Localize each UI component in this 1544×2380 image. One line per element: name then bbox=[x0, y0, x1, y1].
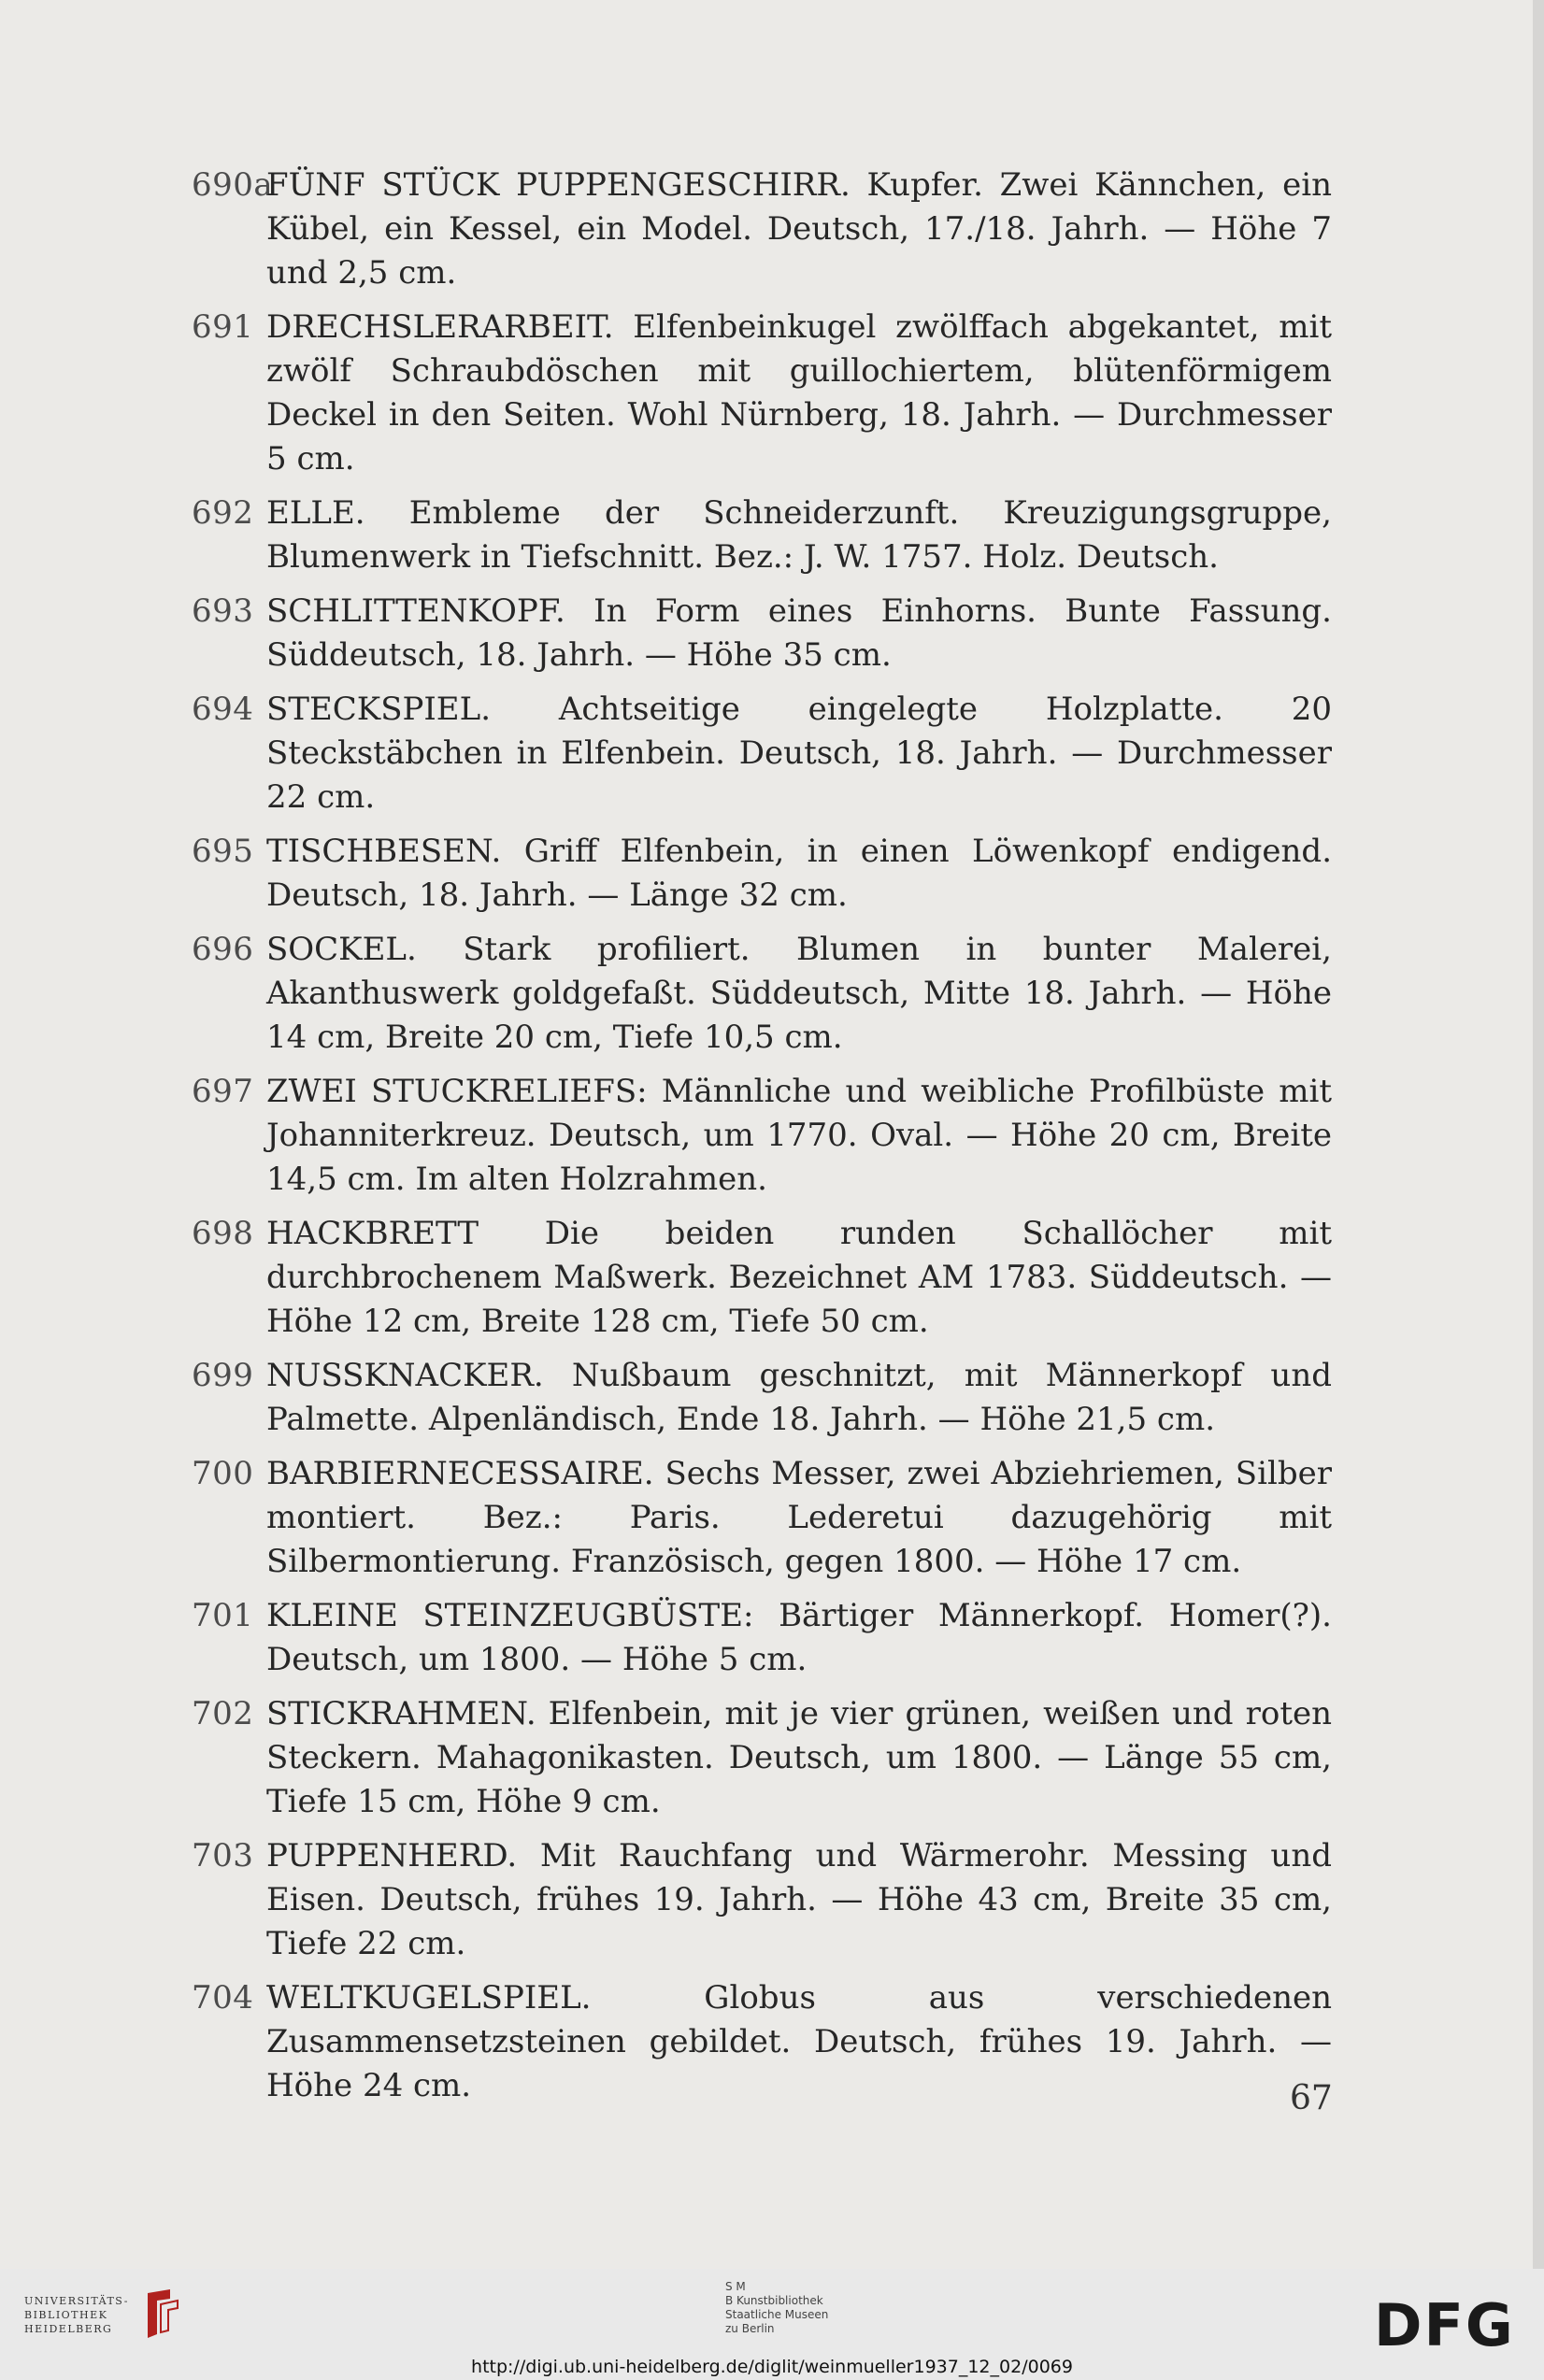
entry-number: 692 bbox=[192, 494, 254, 532]
ub-line: HEIDELBERG bbox=[24, 2323, 113, 2335]
catalog-entries bbox=[192, 164, 1332, 2118]
entry-description: PUPPENHERD. Mit Rauchfang und Wärmerohr. Messing und Eisen. Deutsch, frühes 19. Jahrh. — Höhe 43 cm, Breite 35 cm, Tiefe 22 cm. bbox=[266, 1837, 1332, 1962]
catalog-entry bbox=[192, 688, 1332, 819]
smb-line: zu Berlin bbox=[725, 2322, 775, 2335]
entry-description: SOCKEL. Stark profiliert. Blumen in bunter Malerei, Akanthuswerk goldgefaßt. Süddeutsch, Mitte 18. Jahrh. — Höhe 14 cm, Breite 20 cm, Tiefe 10,5 cm. bbox=[266, 931, 1332, 1056]
entry-number: 694 bbox=[192, 691, 254, 728]
entry-number: 696 bbox=[192, 931, 254, 968]
ub-line: BIBLIOTHEK bbox=[24, 2309, 108, 2321]
smb-line: B Kunstbibliothek bbox=[725, 2294, 823, 2307]
entry-number: 693 bbox=[192, 592, 254, 630]
entry-number: 699 bbox=[192, 1357, 254, 1394]
entry-number: 704 bbox=[192, 1979, 254, 2017]
entry-number: 700 bbox=[192, 1455, 254, 1492]
smb-kunstbibliothek-logo[interactable] bbox=[725, 2280, 828, 2336]
page-number: 67 bbox=[1290, 2079, 1333, 2117]
catalog-entry bbox=[192, 1692, 1332, 1824]
entry-number: 701 bbox=[192, 1597, 254, 1634]
entry-number: 703 bbox=[192, 1837, 254, 1874]
entry-number: 702 bbox=[192, 1695, 254, 1732]
catalog-entry bbox=[192, 1834, 1332, 1966]
entry-description: DRECHSLERARBEIT. Elfenbeinkugel zwölffach abgekantet, mit zwölf Schraubdöschen mit guillochiertem, blütenförmigem Deckel in den Seiten. Wohl Nürnberg, 18. Jahrh. — Durchmesser 5 cm. bbox=[266, 308, 1332, 477]
catalog-entry bbox=[192, 830, 1332, 918]
catalog-entry bbox=[192, 492, 1332, 579]
entry-number: 690a bbox=[192, 166, 274, 204]
dfg-logo[interactable]: DFG bbox=[1374, 2291, 1515, 2359]
entry-number: 691 bbox=[192, 308, 254, 346]
entry-description: BARBIERNECESSAIRE. Sechs Messer, zwei Abziehriemen, Silber montiert. Bez.: Paris. Lederetui dazugehörig mit Silbermontierung. Französisch, gegen 1800. — Höhe 17 cm. bbox=[266, 1455, 1332, 1580]
catalog-entry bbox=[192, 1070, 1332, 1202]
entry-description: HACKBRETT Die beiden runden Schallöcher mit durchbrochenem Maßwerk. Bezeichnet AM 1783. Süddeutsch. — Höhe 12 cm, Breite 128 cm, Tiefe 50 cm. bbox=[266, 1215, 1332, 1340]
entry-description: ELLE. Embleme der Schneiderzunft. Kreuzigungsgruppe, Blumenwerk in Tiefschnitt. Bez.: J. W. 1757. Holz. Deutsch. bbox=[266, 494, 1332, 576]
catalog-entry bbox=[192, 306, 1332, 481]
permalink-url[interactable]: http://digi.ub.uni-heidelberg.de/diglit/weinmueller1937_12_02/0069 bbox=[471, 2357, 1073, 2377]
ub-heidelberg-logo-icon[interactable] bbox=[142, 2286, 183, 2342]
catalog-entry bbox=[192, 928, 1332, 1060]
catalog-entry bbox=[192, 164, 1332, 295]
entry-description: FÜNF STÜCK PUPPENGESCHIRR. Kupfer. Zwei Kännchen, ein Kübel, ein Kessel, ein Model. Deutsch, 17./18. Jahrh. — Höhe 7 und 2,5 cm. bbox=[266, 166, 1332, 292]
entry-number: 698 bbox=[192, 1215, 254, 1252]
entry-description: SCHLITTENKOPF. In Form eines Einhorns. Bunte Fassung. Süddeutsch, 18. Jahrh. — Höhe 35 cm. bbox=[266, 592, 1332, 674]
catalog-entry bbox=[192, 1452, 1332, 1584]
entry-description: NUSSKNACKER. Nußbaum geschnitzt, mit Männerkopf und Palmette. Alpenländisch, Ende 18. Jahrh. — Höhe 21,5 cm. bbox=[266, 1357, 1332, 1438]
entry-number: 697 bbox=[192, 1073, 254, 1110]
catalog-entry bbox=[192, 1594, 1332, 1682]
ub-line: UNIVERSITÄTS- bbox=[24, 2295, 129, 2307]
entry-description: STICKRAHMEN. Elfenbein, mit je vier grünen, weißen und roten Steckern. Mahagonikasten. Deutsch, um 1800. — Länge 55 cm, Tiefe 15 cm, Höhe 9 cm. bbox=[266, 1695, 1332, 1820]
smb-line: Staatliche Museen bbox=[725, 2308, 829, 2321]
entry-description: WELTKUGELSPIEL. Globus aus verschiedenen Zusammensetzsteinen gebildet. Deutsch, frühes 19. Jahrh. — Höhe 24 cm. bbox=[266, 1979, 1332, 2104]
entry-description: TISCHBESEN. Griff Elfenbein, in einen Löwenkopf endigend. Deutsch, 18. Jahrh. — Länge 32 cm. bbox=[266, 833, 1332, 914]
catalog-entry bbox=[192, 1976, 1332, 2108]
catalog-entry bbox=[192, 1212, 1332, 1344]
smb-line: S M bbox=[725, 2280, 746, 2293]
entry-number: 695 bbox=[192, 833, 254, 870]
ub-heidelberg-logo-text[interactable] bbox=[24, 2294, 129, 2336]
catalog-entry bbox=[192, 1354, 1332, 1442]
entry-description: STECKSPIEL. Achtseitige eingelegte Holzplatte. 20 Steckstäbchen in Elfenbein. Deutsch, 18. Jahrh. — Durchmesser 22 cm. bbox=[266, 691, 1332, 816]
entry-description: KLEINE STEINZEUGBÜSTE: Bärtiger Männerkopf. Homer(?). Deutsch, um 1800. — Höhe 5 cm. bbox=[266, 1597, 1332, 1678]
catalog-entry bbox=[192, 590, 1332, 677]
entry-description: ZWEI STUCKRELIEFS: Männliche und weibliche Profilbüste mit Johanniterkreuz. Deutsch, um 1770. Oval. — Höhe 20 cm, Breite 14,5 cm. Im alten Holzrahmen. bbox=[266, 1073, 1332, 1198]
